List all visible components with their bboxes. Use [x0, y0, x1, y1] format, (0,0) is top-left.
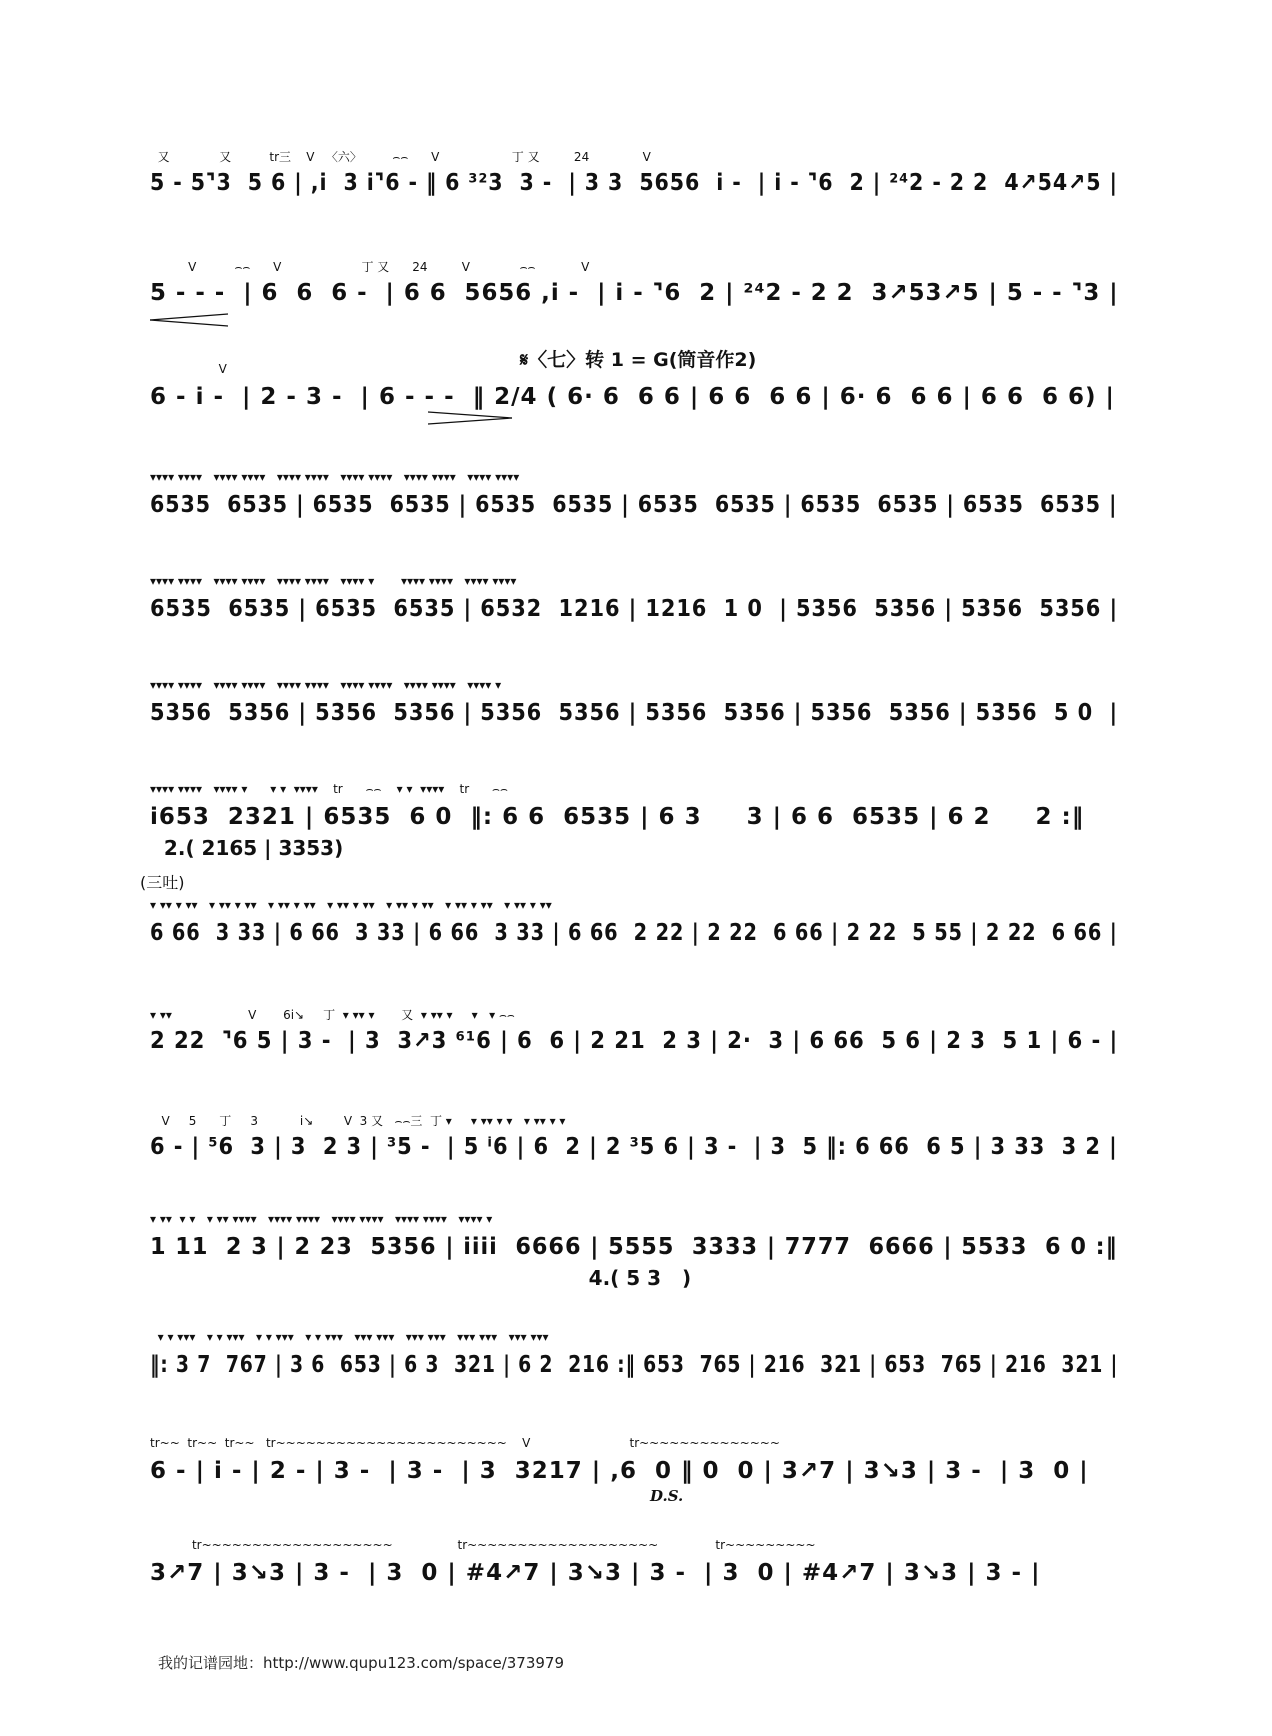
articulation-marks: V 5 丁 3 i↘ V 3 又 ⌢⌢三 丁 ▾ ▾ ▾▾ ▾ ▾ ▾ ▾▾ ▾ ▾ — [150, 1114, 566, 1128]
staff-system-8 — [150, 898, 1118, 958]
second-ending: 2.( 2165 | 3353) — [150, 836, 344, 860]
articulation-marks: ▾▾▾▾ ▾▾▾▾ ▾▾▾▾ ▾▾▾▾ ▾▾▾▾ ▾▾▾▾ ▾▾▾▾ ▾▾▾▾ ▾▾▾▾ ▾▾▾▾ ▾▾▾▾ ▾▾▾▾ — [150, 470, 520, 484]
staff-system-2 — [150, 258, 1118, 318]
staff-system-13 — [150, 1436, 1118, 1496]
staff-system-1 — [150, 148, 1118, 208]
trill-marks: tr~~~~~~~~~~~~~~~~~~~ tr~~~~~~~~~~~~~~~~~~~ tr~~~~~~~~~ — [150, 1538, 816, 1552]
staff-system-11 — [150, 1212, 1118, 1290]
staff-system-9 — [150, 1006, 1118, 1066]
articulation-marks: ▾ ▾▾ V 6i↘ 丁 ▾ ▾▾ ▾ 又 ▾ ▾▾ ▾ ▾ ▾ ⌢⌢ — [150, 1008, 515, 1022]
notation-line: 3↗7 | 3↘3 | 3 - | 3 0 | #4↗7 | 3↘3 | 3 - | 3 0 | #4↗7 | 3↘3 | 3 - | — [150, 1560, 1041, 1586]
articulation-marks: ▾ ▾▾ ▾ ▾ ▾ ▾▾ ▾▾▾▾ ▾▾▾▾ ▾▾▾▾ ▾▾▾▾ ▾▾▾▾ ▾▾▾▾ ▾▾▾▾ ▾▾▾▾ ▾ — [150, 1212, 493, 1226]
crescendo-hairpin — [150, 312, 230, 328]
staff-system-3 — [150, 362, 1118, 422]
articulation-marks: ▾▾▾▾ ▾▾▾▾ ▾▾▾▾ ▾▾▾▾ ▾▾▾▾ ▾▾▾▾ ▾▾▾▾ ▾▾▾▾ ▾▾▾▾ ▾▾▾▾ ▾▾▾▾ ▾ — [150, 678, 502, 692]
staff-system-7 — [150, 782, 1118, 860]
notation-line: i653 2321 | 6535 6 0 ‖: 6 6 6535 | 6 3 3 | 6 6 6535 | 6 2 2 :‖ — [150, 804, 1085, 830]
notation-line: 6 - | i - | 2 - | 3 - | 3 - | 3 3217 | ,6 0 ‖ 0 0 | 3↗7 | 3↘3 | 3 - | 3 0 | — [150, 1458, 1089, 1484]
section-header: 𝄋〈七〉转 1 = G(筒音作2) — [520, 349, 757, 371]
notation-line: 6535 6535 | 6535 6535 | 6535 6535 | 6535 6535 | 6535 6535 | 6535 6535 | — [150, 492, 1118, 518]
notation-line: 5 - - - | 6 6 6 - | 6 6 5656 ,i - | i - ⌝6 2 | ²⁴2 - 2 2 3↗53↗5 | 5 - - ⌝3 | — [150, 280, 1119, 306]
fourth-ending: 4.( 5 3 ) — [150, 1266, 692, 1290]
decrescendo-hairpin — [428, 410, 514, 426]
notation-line: 6 - i - | 2 - 3 - | 6 - - - ‖ 2/4 ( 6· 6 6 6 | 6 6 6 6 | 6· 6 6 6 | 6 6 6 6) | — [150, 384, 1115, 410]
notation-line: 6 - | ⁵6 3 | 3 2 3 | ³5 - | 5 ⁱ6 | 6 2 | 2 ³5 6 | 3 - | 3 5 ‖: 6 66 6 5 | 3 33 3 2 | — [150, 1134, 1118, 1160]
notation-line: 5356 5356 | 5356 5356 | 5356 5356 | 5356 5356 | 5356 5356 | 5356 5 0 | — [150, 700, 1119, 726]
ornament-marks: V ⌢⌢ V 丁 又 24 V ⌢⌢ V — [150, 260, 590, 274]
dal-segno-mark: D.S. — [650, 1487, 684, 1505]
trill-marks: tr~~ tr~~ tr~~ tr~~~~~~~~~~~~~~~~~~~~~~~ V tr~~~~~~~~~~~~~~ — [150, 1436, 780, 1450]
staff-system-4 — [150, 470, 1118, 530]
articulation-marks: ▾ ▾ ▾▾▾ ▾ ▾ ▾▾▾ ▾ ▾ ▾▾▾ ▾ ▾ ▾▾▾ ▾▾▾ ▾▾▾ ▾▾▾ ▾▾▾ ▾▾▾ ▾▾▾ ▾▾▾ ▾▾▾ — [150, 1330, 549, 1344]
staff-system-6 — [150, 678, 1118, 738]
notation-line: ‖: 3 7 767 | 3 6 653 | 6 3 321 | 6 2 216 :‖ 653 765 | 216 321 | 653 765 | 216 321 | — [150, 1352, 1119, 1378]
notation-line: 5 - 5⌝3 5 6 | ,i 3 i⌝6 - ‖ 6 ³²3 3 - | 3 3 5656 i - | i - ⌝6 2 | ²⁴2 - 2 2 4↗54↗5 | — [150, 170, 1118, 196]
articulation-marks: ▾▾▾▾ ▾▾▾▾ ▾▾▾▾ ▾▾▾▾ ▾▾▾▾ ▾▾▾▾ ▾▾▾▾ ▾ ▾▾▾▾ ▾▾▾▾ ▾▾▾▾ ▾▾▾▾ — [150, 574, 517, 588]
ornament-marks: V — [150, 362, 422, 376]
ornament-marks: 又 又 tr三 V 〈六〉 ⌢⌢ V 丁 又 24 V — [150, 150, 651, 164]
notation-line: 1 11 2 3 | 2 23 5356 | iiii 6666 | 5555 3333 | 7777 6666 | 5533 6 0 :‖ — [150, 1234, 1118, 1260]
notation-line: 6 66 3 33 | 6 66 3 33 | 6 66 3 33 | 6 66 2 22 | 2 22 6 66 | 2 22 5 55 | 2 22 6 66 | — [150, 920, 1118, 946]
staff-system-12 — [150, 1330, 1118, 1390]
technique-label: (三吐) — [140, 873, 185, 892]
staff-system-10 — [150, 1112, 1118, 1172]
articulation-marks: ▾▾▾▾ ▾▾▾▾ ▾▾▾▾ ▾ ▾ ▾ ▾▾▾▾ tr ⌢⌢ ▾ ▾ ▾▾▾▾ tr ⌢⌢ — [150, 782, 508, 796]
articulation-marks: ▾ ▾▾ ▾ ▾▾ ▾ ▾▾ ▾ ▾▾ ▾ ▾▾ ▾ ▾▾ ▾ ▾▾ ▾ ▾▾ ▾ ▾▾ ▾ ▾▾ ▾ ▾▾ ▾ ▾▾ ▾ ▾▾ ▾ ▾▾ — [150, 898, 552, 912]
staff-system-14 — [150, 1538, 1118, 1598]
notation-line: 2 22 ⌝6 5 | 3 - | 3 3↗3 ⁶¹6 | 6 6 | 2 21 2 3 | 2· 3 | 6 66 5 6 | 2 3 5 1 | 6 - | — [150, 1028, 1119, 1054]
source-footer: 我的记谱园地：http://www.qupu123.com/space/373979 — [158, 1654, 565, 1672]
notation-line: 6535 6535 | 6535 6535 | 6532 1216 | 1216 1 0 | 5356 5356 | 5356 5356 | — [150, 596, 1119, 622]
staff-system-5 — [150, 574, 1118, 634]
